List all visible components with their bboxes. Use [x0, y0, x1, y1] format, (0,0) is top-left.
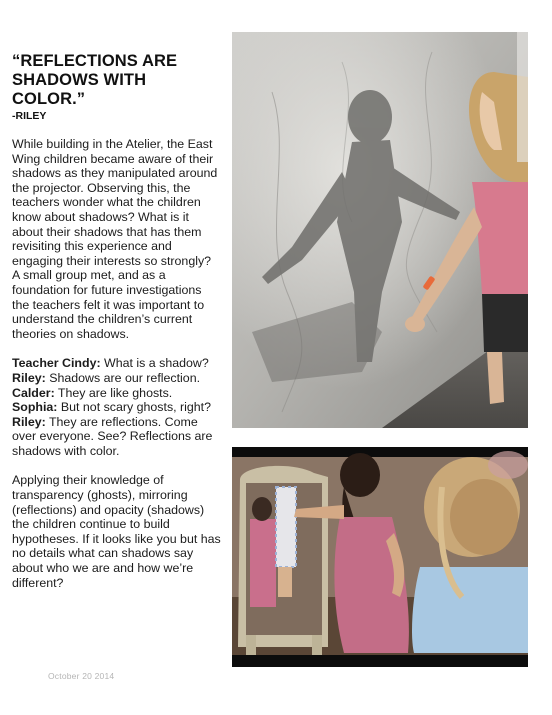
dialogue-speaker: Riley:	[12, 414, 46, 429]
dialogue-line	[12, 356, 222, 371]
dialogue-line	[12, 415, 222, 459]
quote-title: “REFLECTIONS ARE SHADOWS WITH COLOR.”	[12, 52, 178, 108]
dialogue-text: But not scary ghosts, right?	[57, 400, 212, 415]
quote-attribution: -RILEY	[12, 110, 47, 122]
followup-text: A small group met, and as a foundation for future investigations the teachers felt it was important to understand the children’s current theories on shadows.	[12, 268, 205, 341]
dialogue-speaker: Riley:	[12, 370, 46, 385]
dialogue-text: Shadows are our reflection.	[45, 370, 201, 385]
dialogue-text: They are reflections. Come over everyone. See? Reflections are shadows with color.	[12, 414, 213, 458]
dialogue-line	[12, 400, 222, 415]
dialogue-text: They are like ghosts.	[54, 385, 173, 400]
mirror-photo	[232, 447, 528, 667]
footer-date: October 20 2014	[48, 671, 115, 681]
mirror-photo-illustration	[232, 447, 528, 667]
dialogue-text: What is a shadow?	[100, 356, 209, 371]
dialogue-speaker: Sophia:	[12, 400, 58, 415]
intro-text: While building in the Atelier, the East Wing children became aware of their shadows as they manipulated around the projector. Observing this, the teachers wonder what the children know about shadows? What is it about their shadows that has them revisiting this experience and engaging their interests so strongly?	[12, 137, 218, 268]
dialogue-block	[12, 356, 222, 458]
dialogue-line	[12, 371, 222, 386]
shadow-photo-illustration	[232, 32, 528, 428]
dialogue-line	[12, 386, 222, 401]
text-column	[12, 52, 222, 590]
dialogue-speaker: Calder:	[12, 385, 55, 400]
intro-paragraph	[12, 137, 222, 341]
conclusion-paragraph: Applying their knowledge of transparency (ghosts), mirroring (reflections) and opacity (shadows) the children continue to build hypotheses. If it looks like you but has no details what can shadows say about who we are and how we’re different?	[12, 473, 221, 590]
shadow-photo	[232, 32, 528, 428]
dialogue-speaker: Teacher Cindy:	[12, 356, 101, 371]
